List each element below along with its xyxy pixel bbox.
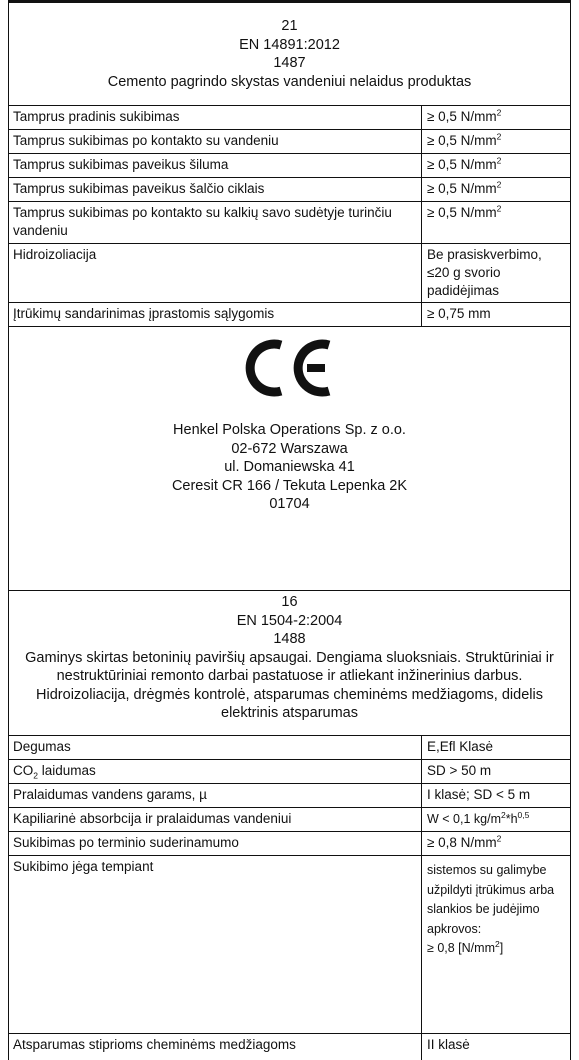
value-cell: I klasė; SD < 5 m <box>427 787 531 802</box>
table-row <box>9 808 570 832</box>
table-row <box>9 832 570 856</box>
property-cell: Degumas <box>9 736 422 759</box>
manufacturer-company: Henkel Polska Operations Sp. z o.o. <box>173 422 406 438</box>
table-row <box>9 130 570 154</box>
table-row <box>9 736 570 760</box>
property-cell: Sukibimo jėga tempiant <box>9 856 422 1033</box>
table-row <box>9 244 570 303</box>
value-cell: SD > 50 m <box>427 763 492 778</box>
property-cell: $CO_2$ laidumas <box>9 760 422 783</box>
block1-code: 1487 <box>273 55 306 71</box>
manufacturer-block <box>9 327 570 591</box>
property-cell: Tamprus pradinis sukibimas <box>9 106 422 129</box>
value-cell: ≥ 0,5 $N/mm^2$ <box>427 203 502 220</box>
property-cell: Tamprus sukibimas po kontakto su vandeniu <box>9 130 422 153</box>
property-cell: Tamprus sukibimas paveikus šiluma <box>9 154 422 177</box>
block1-description: Cemento pagrindo skystas vandeniui nelaidus produktas <box>107 73 472 90</box>
declaration-sheet <box>8 0 571 1060</box>
block2-header <box>9 591 570 736</box>
table-row <box>9 303 570 327</box>
property-cell: Hidroizoliacija <box>9 244 422 302</box>
ce-mark-icon <box>245 337 335 399</box>
value-cell: ≥ 0,5 $N/mm^2$ <box>427 131 502 148</box>
table-row <box>9 154 570 178</box>
manufacturer-city: 02-672 Warszawa <box>231 440 348 457</box>
table-row <box>9 106 570 130</box>
value-cell: W < 0,1 $kg/m^2*h^{0,5}$ <box>427 809 530 826</box>
value-cell: ≥ 0,8 $N/mm^2$ <box>427 833 502 850</box>
manufacturer-street: ul. Domaniewska 41 <box>224 459 355 475</box>
block1-standard: EN 14891:2012 <box>239 36 340 53</box>
block2-code: 1488 <box>273 631 306 647</box>
value-cell: ≥ 0,75 mm <box>427 306 491 321</box>
block2-standard: EN 1504-2:2004 <box>236 612 343 629</box>
property-cell: Sukibimas po terminio suderinamumo <box>9 832 422 855</box>
table-row <box>9 202 570 244</box>
table-row <box>9 856 570 1034</box>
value-cell: ≥ 0,5 $N/mm^2$ <box>427 107 502 124</box>
table-row <box>9 178 570 202</box>
property-cell: Pralaidumas vandens garams, µ <box>9 784 422 807</box>
property-cell: Atsparumas stiprioms cheminėms medžiagoms <box>9 1034 422 1060</box>
property-cell: Įtrūkimų sandarinimas įprastomis sąlygomis <box>9 303 422 326</box>
block2-number: 16 <box>281 594 298 610</box>
value-cell: II klasė <box>427 1037 470 1052</box>
property-cell: Kapiliarinė absorbcija ir pralaidumas vandeniui <box>9 808 422 831</box>
block1-header <box>9 3 570 106</box>
table-row <box>9 784 570 808</box>
value-cell: ≥ 0,5 $N/mm^2$ <box>427 179 502 196</box>
block1-number: 21 <box>281 18 298 34</box>
value-cell: sistemos su galimybe užpildyti įtrūkimus arba slankios be judėjimo apkrovos: ≥ 0,8 $[N/mm^2]$ <box>427 863 555 955</box>
table-row <box>9 760 570 784</box>
block2-description: Gaminys skirtas betoninių paviršių apsaugai. Dengiama sluoksniais. Struktūriniai ir nestruktūriniai remonto darbai pastatuose ir atliekant inžinerinius darbus. Hidroizoliacija, drėgmės kontrolė, atsparumas cheminėms medžiagoms, didelis elektrinis atsparumas <box>25 649 554 721</box>
property-cell: Tamprus sukibimas po kontakto su kalkių savo sudėtyje turinčiu vandeniu <box>9 202 422 243</box>
manufacturer-product: Ceresit CR 166 / Tekuta Lepenka 2K <box>171 477 408 494</box>
manufacturer-id: 01704 <box>269 496 310 512</box>
value-cell: E,Efl Klasė <box>427 739 494 754</box>
value-cell: ≥ 0,5 $N/mm^2$ <box>427 155 502 172</box>
table-row <box>9 1034 570 1060</box>
value-cell: Be prasiskverbimo, ≤20 g svorio padidėjimas <box>427 247 542 298</box>
property-cell: Tamprus sukibimas paveikus šalčio ciklais <box>9 178 422 201</box>
